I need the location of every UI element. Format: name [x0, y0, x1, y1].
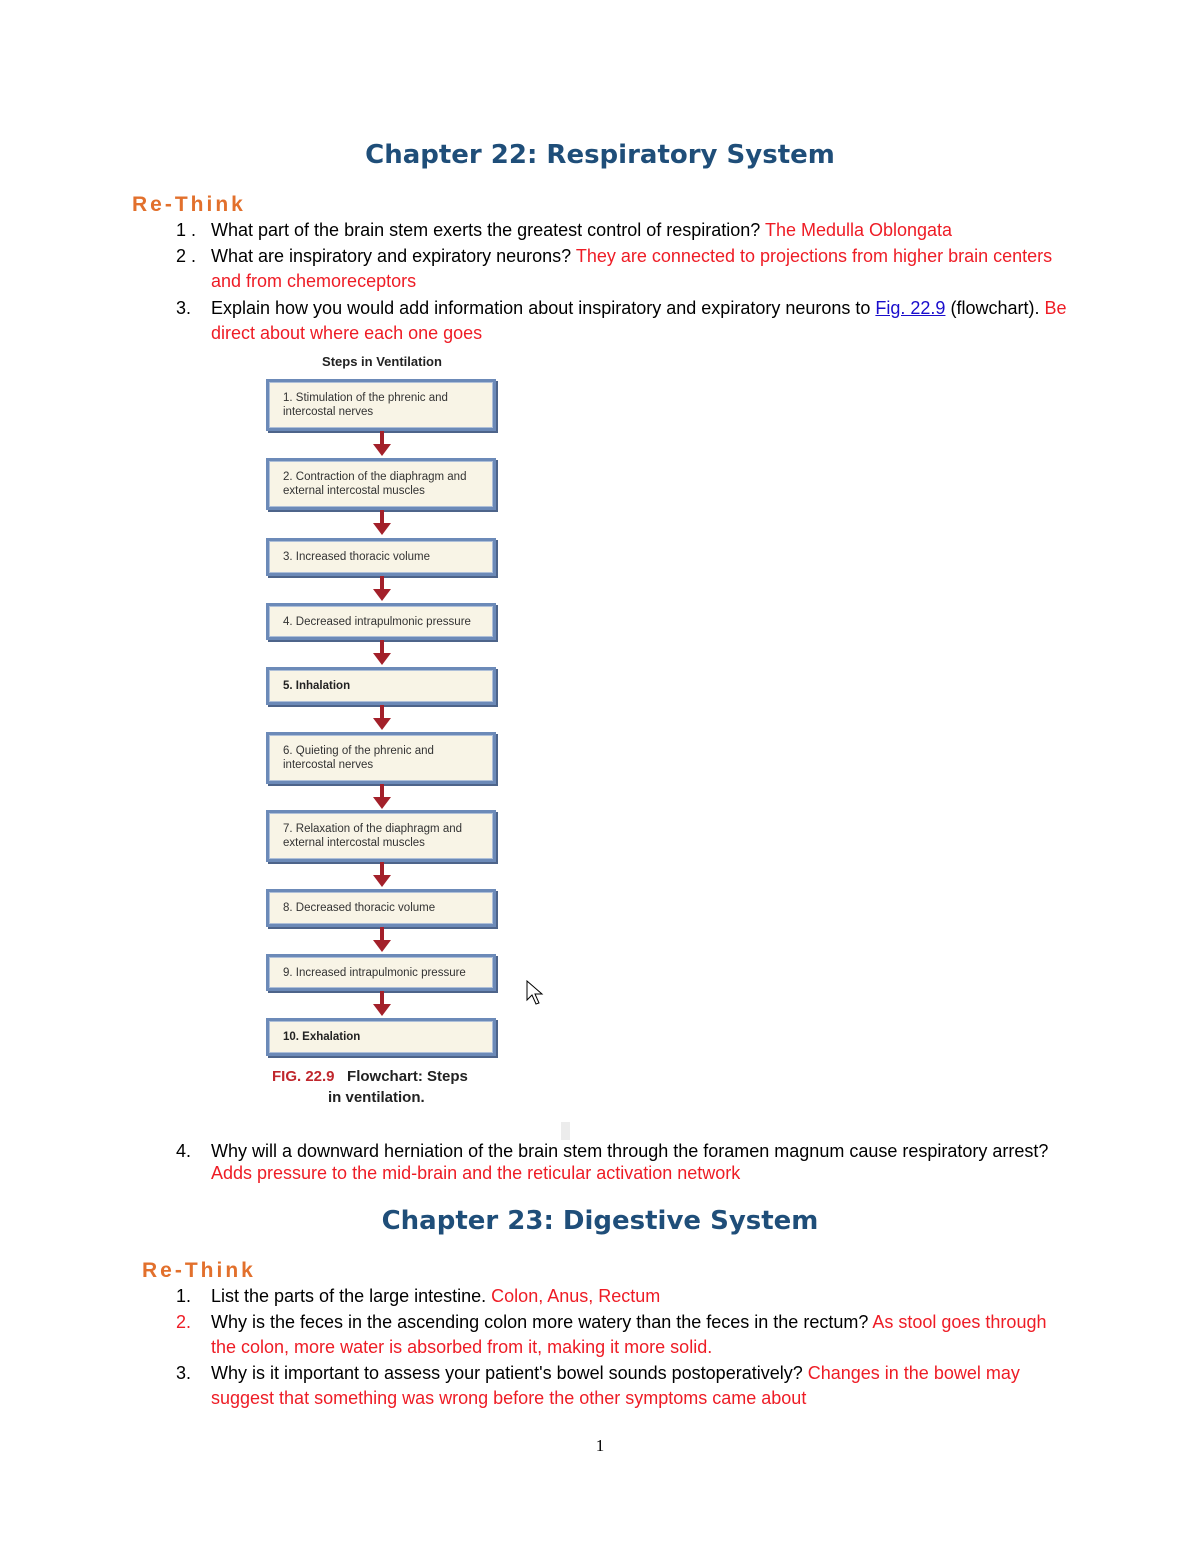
question-text-cont: (flowchart). [945, 297, 1045, 318]
flowchart-step-6: 6. Quieting of the phrenic and intercostal nerves [266, 732, 496, 784]
question-item [176, 1284, 1076, 1310]
question-item [176, 1310, 1076, 1361]
down-arrow-icon [372, 927, 392, 953]
answer-text: As stool goes through the colon, more water is absorbed from it, making it more solid. [211, 1311, 1047, 1358]
question-item [176, 218, 1076, 244]
question-number: 4. [176, 1141, 192, 1161]
flowchart-step-1: 1. Stimulation of the phrenic and intercostal nerves [266, 379, 496, 431]
down-arrow-icon [372, 576, 392, 602]
question-text: Why will a downward herniation of the brain stem through the foramen magnum cause respiratory arrest? [211, 1141, 1049, 1161]
question-text: Why is the feces in the ascending colon more watery than the feces in the rectum? [211, 1311, 873, 1332]
down-arrow-icon [372, 705, 392, 731]
caption-text-line1: Flowchart: Steps [347, 1068, 468, 1085]
chapter-22-question-list [176, 218, 1076, 347]
question-item [176, 296, 1076, 347]
flowchart-heading: Steps in Ventilation [322, 354, 442, 369]
question-item [176, 244, 1076, 295]
question-item [176, 1361, 1076, 1412]
flowchart-step-10: 10. Exhalation [266, 1018, 496, 1056]
answer-text: Adds pressure to the mid-brain and the reticular activation network [211, 1163, 741, 1183]
question-text: Explain how you would add information about inspiratory and expiratory neurons to [211, 297, 876, 318]
question-number: 2. [176, 1311, 192, 1332]
question-number: 3. [176, 297, 192, 318]
answer-text: The Medulla Oblongata [764, 220, 953, 240]
question-item [176, 1140, 1076, 1184]
rethink-heading: Re-Think [142, 1259, 256, 1282]
flowchart-step-7: 7. Relaxation of the diaphragm and external intercostal muscles [266, 810, 496, 862]
figure-caption [272, 1066, 504, 1108]
question-text: Why is it important to assess your patient's bowel sounds postoperatively? [211, 1362, 808, 1383]
question-number: 2 . [176, 245, 197, 266]
question-number: 1 . [176, 220, 197, 240]
flowchart-step-2: 2. Contraction of the diaphragm and external intercostal muscles [266, 458, 496, 510]
answer-text: They are connected to projections from higher brain centers and from chemoreceptors [211, 245, 1053, 292]
answer-text: Colon, Anus, Rectum [491, 1286, 661, 1306]
down-arrow-icon [372, 640, 392, 666]
down-arrow-icon [372, 991, 392, 1017]
ventilation-flowchart [264, 354, 504, 1114]
question-text: What part of the brain stem exerts the greatest control of respiration? [211, 220, 765, 240]
figure-number: FIG. 22.9 [272, 1068, 335, 1085]
question-number: 3. [176, 1362, 192, 1383]
fig-22-9-link[interactable]: Fig. 22.9 [875, 297, 946, 318]
chapter-22-question-list-cont [176, 1140, 1076, 1184]
scan-artifact [561, 1122, 570, 1140]
down-arrow-icon [372, 784, 392, 810]
rethink-heading: Re-Think [132, 193, 246, 216]
question-text: What are inspiratory and expiratory neurons? [211, 245, 576, 266]
chapter-23-title: Chapter 23: Digestive System [381, 1206, 819, 1236]
down-arrow-icon [372, 862, 392, 888]
down-arrow-icon [372, 510, 392, 536]
flowchart-step-3: 3. Increased thoracic volume [266, 538, 496, 576]
chapter-22-title: Chapter 22: Respiratory System [365, 140, 835, 170]
question-text: List the parts of the large intestine. [211, 1286, 492, 1306]
flowchart-step-4: 4. Decreased intrapulmonic pressure [266, 603, 496, 640]
answer-text: Be direct about where each one goes [211, 297, 1067, 344]
flowchart-step-5: 5. Inhalation [266, 667, 496, 705]
question-number: 1. [176, 1286, 192, 1306]
caption-text-line2: in ventilation. [328, 1089, 425, 1106]
answer-text: Changes in the bowel may suggest that something was wrong before the other symptoms came about [211, 1362, 1020, 1409]
flowchart-step-9: 9. Increased intrapulmonic pressure [266, 954, 496, 991]
chapter-23-question-list [176, 1284, 1076, 1412]
flowchart-step-8: 8. Decreased thoracic volume [266, 889, 496, 927]
mouse-pointer-icon [526, 980, 544, 1006]
page-number: 1 [595, 1436, 605, 1455]
down-arrow-icon [372, 431, 392, 457]
